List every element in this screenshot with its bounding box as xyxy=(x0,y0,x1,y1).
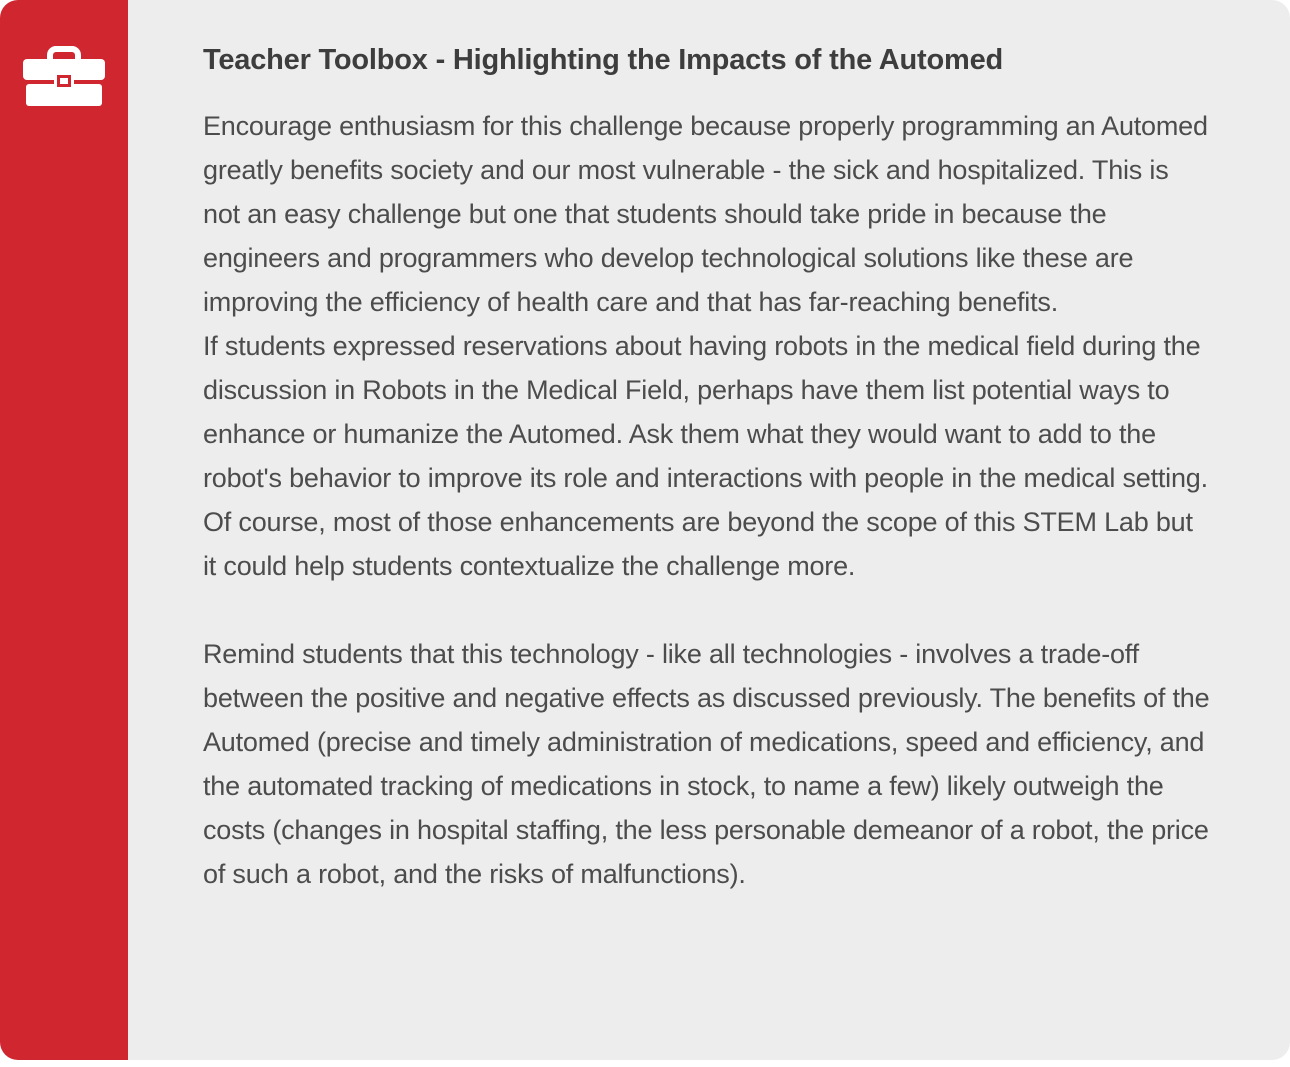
callout-body xyxy=(203,104,1212,896)
callout-paragraph-1: Encourage enthusiasm for this challenge because properly programming an Automed greatly benefits society and our most vulnerable - the sick and hospitalized. This is not an easy challenge but one that students should take pride in because the engineers and programmers who develop technological solutions like these are improving the efficiency of health care and that has far-reaching benefits. xyxy=(203,111,1208,317)
callout-content xyxy=(128,0,1290,1060)
callout-paragraph-2: If students expressed reservations about having robots in the medical field during the discussion in Robots in the Medical Field, perhaps have them list potential ways to enhance or humanize the Automed. Ask them what they would want to add to the robot's behavior to improve its role and interactions with people in the medical setting. Of course, most of those enhancements are beyond the scope of this STEM Lab but it could help students contextualize the challenge more. xyxy=(203,331,1208,581)
callout-title: Teacher Toolbox - Highlighting the Impacts of the Automed xyxy=(203,44,1004,76)
callout-accent-bar xyxy=(0,0,128,1060)
toolbox-icon xyxy=(23,46,105,106)
callout-paragraph-3: Remind students that this technology - like all technologies - involves a trade-off between the positive and negative effects as discussed previously. The benefits of the Automed (precise and timely administration of medications, speed and efficiency, and the automated tracking of medications in stock, to name a few) likely outweigh the costs (changes in hospital staffing, the less personable demeanor of a robot, the price of such a robot, and the risks of malfunctions). xyxy=(203,639,1210,889)
